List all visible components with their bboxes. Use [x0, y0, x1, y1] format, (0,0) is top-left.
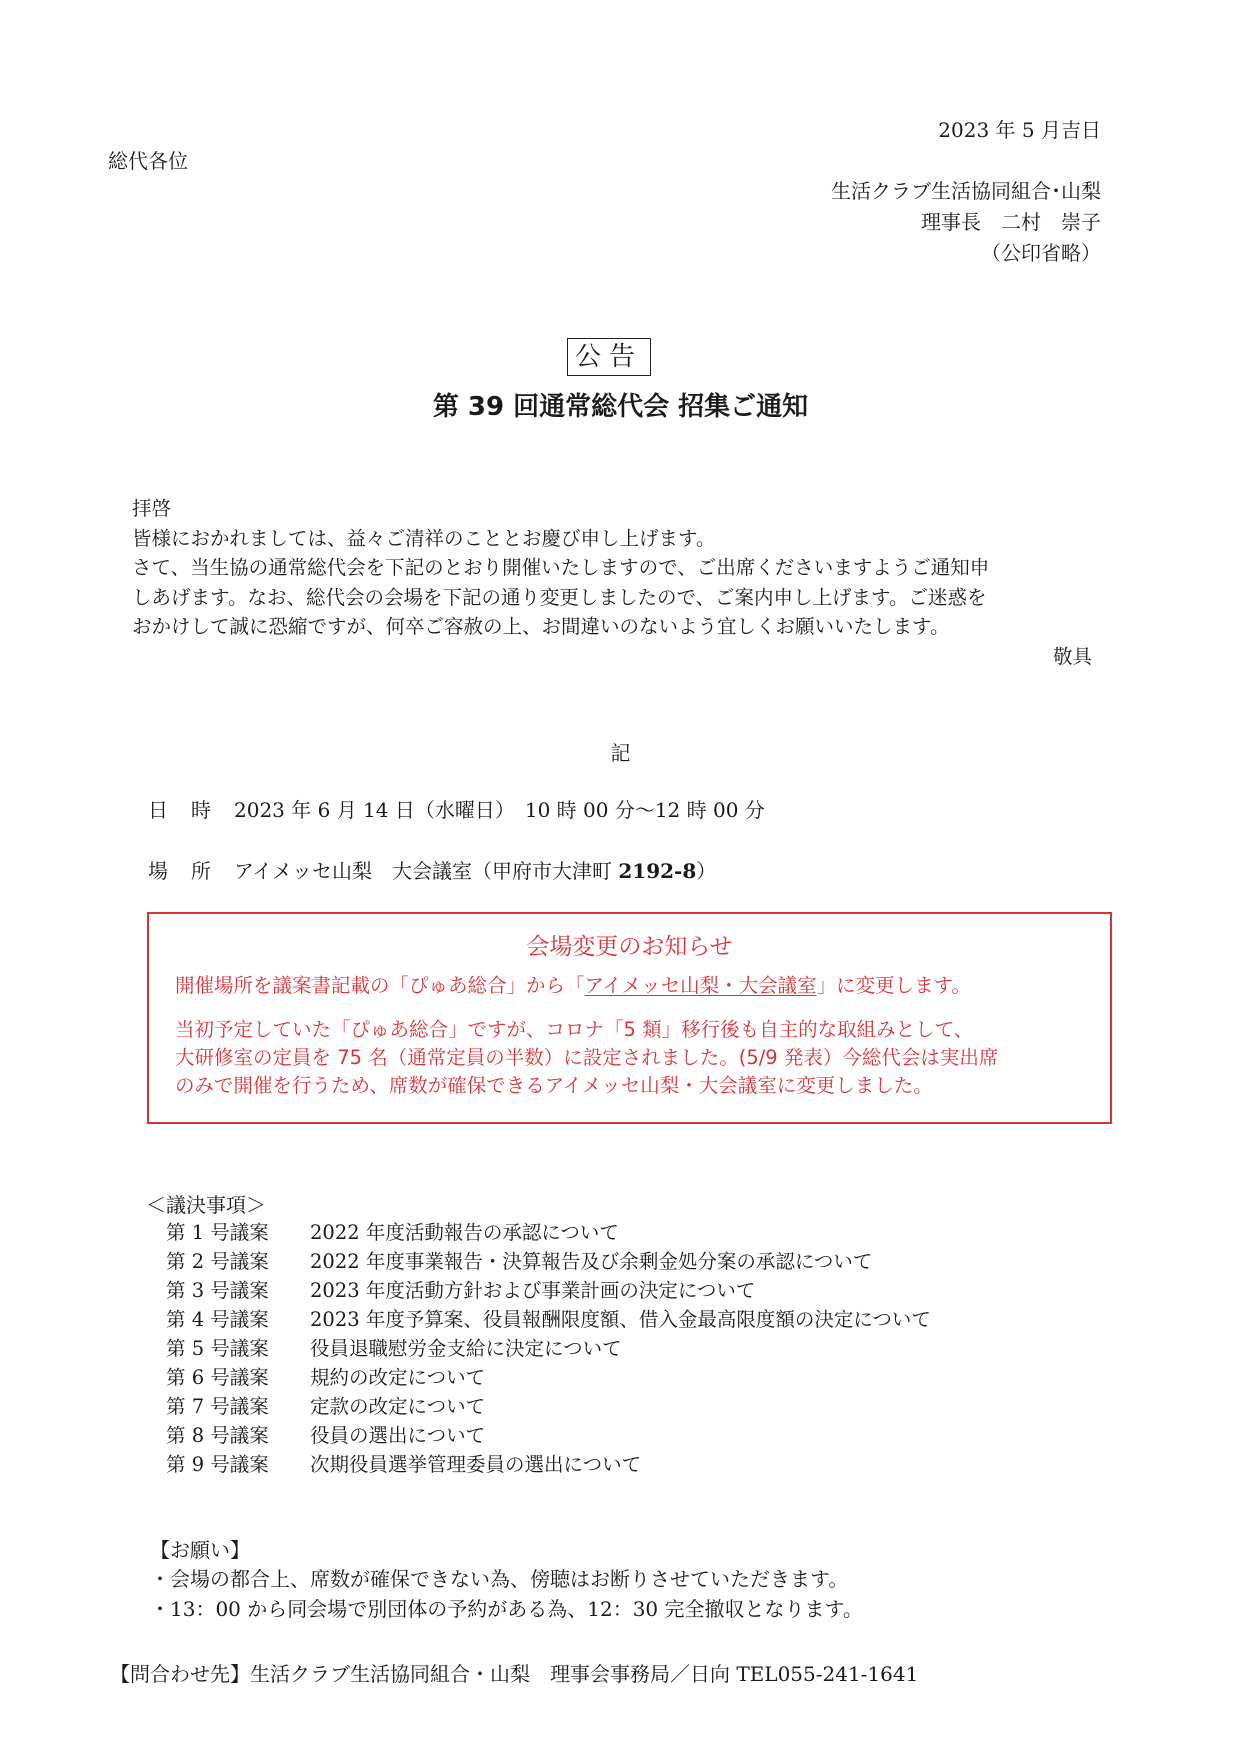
- ki-marker: 記: [610, 741, 631, 765]
- seal-note: （公印省略）: [981, 241, 1101, 265]
- request-item: ・会場の都合上、席数が確保できない為、傍聴はお断りさせていただきます。: [150, 1567, 849, 1591]
- agenda-item: 第 2 号議案 2022 年度事業報告・決算報告及び余剰金処分案の承認について: [166, 1250, 873, 1273]
- place-label: 場 所: [148, 859, 211, 883]
- agenda-item: 第 7 号議案 定款の改定について: [166, 1395, 486, 1418]
- sender-block: [831, 176, 1101, 269]
- sender-org: 生活クラブ生活協同組合･山梨: [831, 179, 1101, 203]
- letter-line: 皆様におかれましては、益々ご清祥のこととお慶び申し上げます。: [132, 526, 716, 550]
- addressee: 総代各位: [108, 149, 188, 173]
- agenda-item: 第 4 号議案 2023 年度予算案、役員報酬限度額、借入金最高限度額の決定について: [166, 1308, 931, 1331]
- request-item: ・13：00 から同会場で別団体の予約がある為、12：30 完全撤収となります。: [150, 1597, 863, 1621]
- letter-closing: 敬具: [1052, 644, 1092, 668]
- letter-line: おかけして誠に恐縮ですが、何卒ご容赦の上、お間違いのないよう宜しくお願いいたします。: [132, 615, 950, 638]
- requests-heading: 【お願い】: [150, 1538, 250, 1562]
- sender-president: 理事長 二村 崇子: [921, 210, 1101, 234]
- agenda-heading: ＜議決事項＞: [146, 1193, 266, 1217]
- agenda-list: [166, 1218, 931, 1479]
- place-close: ）: [696, 859, 717, 883]
- datetime-label: 日 時: [148, 798, 211, 822]
- datetime-value: 2023 年 6 月 14 日（水曜日） 10 時 00 分～12 時 00 分: [234, 798, 765, 822]
- letter-opening: 拝啓: [132, 497, 172, 520]
- letter-body: [132, 494, 1092, 671]
- place-number: 2192-8: [618, 859, 697, 883]
- agenda-item: 第 8 号議案 役員の選出について: [166, 1424, 486, 1447]
- notice-title: 会場変更のお知らせ: [526, 934, 733, 960]
- kokoku-boxed-label: 公告: [567, 338, 651, 376]
- agenda-item: 第 6 号議案 規約の改定について: [166, 1366, 486, 1389]
- datetime-row: [148, 794, 765, 823]
- agenda-item: 第 5 号議案 役員退職慰労金支給に決定について: [166, 1337, 622, 1360]
- contact-info: 【問合わせ先】生活クラブ生活協同組合・山梨 理事会事務局／日向 TEL055-241-1641: [110, 1662, 919, 1686]
- venue-change-notice: [147, 912, 1112, 1124]
- agenda-item: 第 1 号議案 2022 年度活動報告の承認について: [166, 1221, 619, 1244]
- notice-paragraph-1: 開催場所を議案書記載の「ぴゅあ総合」から「アイメッセ山梨・大会議室」に変更します。: [175, 974, 972, 997]
- document-date: 2023 年 5 月吉日: [938, 118, 1101, 142]
- letter-line: さて、当生協の通常総代会を下記のとおり開催いたしますので、ご出席くださいますようご通知申: [132, 556, 990, 579]
- requests-list: [150, 1564, 863, 1624]
- place-value: アイメッセ山梨 大会議室（甲府市大津町: [234, 859, 619, 883]
- new-venue: アイメッセ山梨・大会議室: [584, 974, 817, 997]
- place-row: [148, 855, 716, 884]
- agenda-item: 第 3 号議案 2023 年度活動方針および事業計画の決定について: [166, 1279, 756, 1302]
- notice-paragraph-2: 当初予定していた「ぴゅあ総合」ですが、コロナ「5 類」移行後も自主的な取組みとして、 大研修室の定員を 75 名（通常定員の半数）に設定されました。(5/9 発表）今総代会は実出席 のみで開催を行うため、席数が確保できるアイメッセ山梨・大会議室に変更しました。: [175, 1018, 999, 1097]
- document-title: 第 39 回通常総代会 招集ご通知: [432, 392, 809, 422]
- agenda-item: 第 9 号議案 次期役員選挙管理委員の選出について: [166, 1453, 642, 1476]
- letter-line: しあげます。なお、総代会の会場を下記の通り変更しましたので、ご案内申し上げます。ご迷惑を: [132, 585, 987, 609]
